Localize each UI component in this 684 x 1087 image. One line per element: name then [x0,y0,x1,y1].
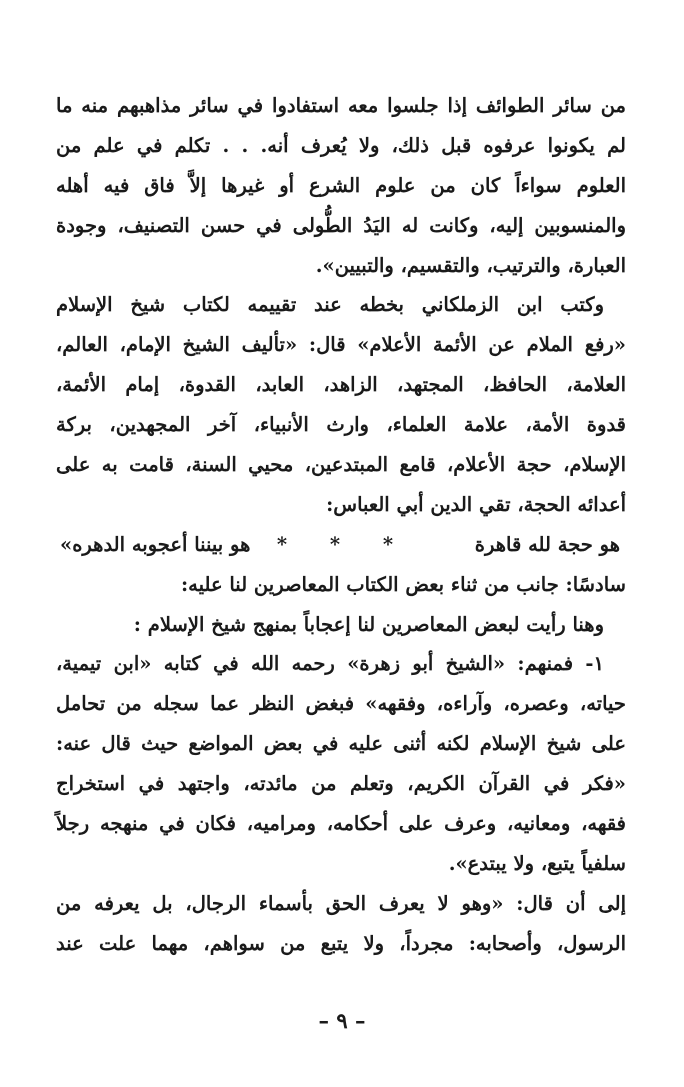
page-number: – ٩ – [318,1008,366,1033]
text-line: والمنسوبين إليه، وكانت له اليَدُ الطُّولى في حسن التصنيف، وجودة [56,213,626,237]
text-line: الرسول، وأصحابه: مجرداً، ولا يتبع من سواهم، مهما علت عند [56,931,626,955]
text-line: وهنا رأيت لبعض المعاصرين لنا إعجاباً بمنهج شيخ الإسلام : [133,612,604,636]
section-heading: سادسًا: جانب من ثناء بعض الكتاب المعاصرين لنا عليه: [180,572,626,596]
text-line: العلوم سواءاً كان من علوم الشرع أو غيرها إلاَّ فاق فيه أهله [56,173,626,197]
text-line: من سائر الطوائف إذا جلسوا معه استفادوا في سائر مذاهبهم منه ما [56,94,626,117]
text-line: أعدائه الحجة، تقي الدين أبي العباس: [326,492,626,516]
text-line: على شيخ الإسلام لكنه أثنى عليه في بعض المواضع حيث قال عنه: [56,732,626,756]
body-text [56,86,626,964]
text-line: العلامة، الحافظ، المجتهد، الزاهد، العابد، القدوة، إمام الأئمة، [56,373,626,397]
text-line: «فكر في القرآن الكريم، وتعلم من مائدته، واجتهد في استخراج [56,772,626,796]
text-line: قدوة الأمة، علامة العلماء، وارث الأنبياء، آخر المجهدين، بركة [56,413,626,437]
text-line: سلفياً يتبع، ولا يبتدع». [448,851,626,875]
poem-first-hemistich: هو حجة لله قاهرة [474,532,620,556]
text-line: إلى أن قال: «وهو لا يعرف الحق بأسماء الرجال، بل يعرفه من [56,891,626,915]
poem-verse [56,525,626,565]
text-line: وكتب ابن الزملكاني بخطه عند تقييمه لكتاب شيخ الإسلام [56,293,604,317]
text-line: الإسلام، حجة الأعلام، قامع المبتدعين، محيي السنة، قامت به على [56,453,626,477]
text-line: حياته، وعصره، وآراءه، وفقهه» فبغض النظر عما سجله من تحامل [56,692,626,716]
text-line: لم يكونوا عرفوه قبل ذلك، ولا يُعرف أنه. . . تكلم في علم من [56,133,626,157]
poem-separator: * * * [276,532,412,556]
text-line: فقهه، ومعانيه، وعرف على أحكامه، ومراميه، فكان في منهجه رجلاً [56,812,626,836]
text-line: «رفع الملام عن الأئمة الأعلام» قال: «تأليف الشيخ الإمام، العالم، [56,333,626,357]
text-line: ١- فمنهم: «الشيخ أبو زهرة» رحمه الله في كتابه «ابن تيمية، [56,652,604,676]
poem-second-hemistich: هو بيننا أعجوبه الدهره» [60,532,251,556]
text-line: العبارة، والترتيب، والتقسيم، والتبيين». [315,253,626,277]
